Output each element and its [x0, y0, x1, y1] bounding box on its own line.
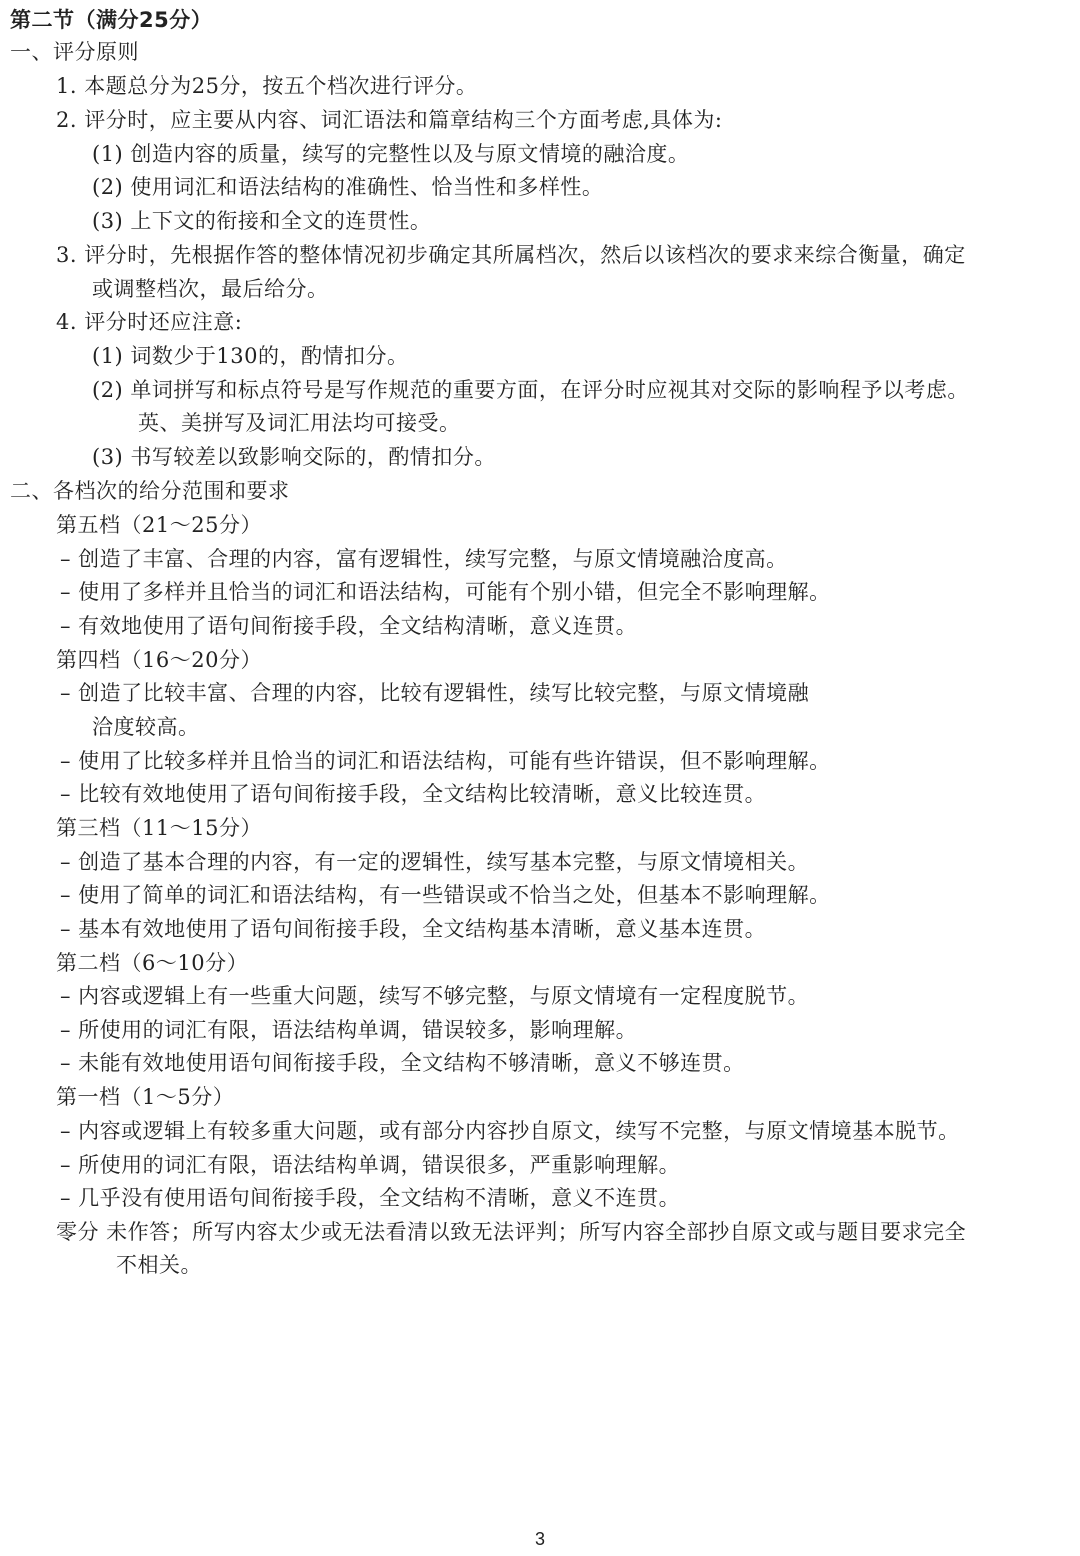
principle-2-sub-3: (3) 上下文的衔接和全文的连贯性。 — [92, 209, 432, 233]
band-1-item: – 内容或逻辑上有较多重大问题，或有部分内容抄自原文，续写不完整，与原文情境基本脱节。 — [60, 1119, 960, 1143]
band-5-item: – 使用了多样并且恰当的词汇和语法结构，可能有个别小错，但完全不影响理解。 — [60, 580, 831, 604]
zero-score: 零分 未作答；所写内容太少或无法看清以致无法评判；所写内容全部抄自原文或与题目要求完全 — [56, 1220, 967, 1244]
heading-scoring-principles: 一、评分原则 — [10, 40, 139, 64]
band-4-item: – 创造了比较丰富、合理的内容，比较有逻辑性，续写比较完整，与原文情境融 — [60, 681, 810, 705]
principle-4-sub-2: (2) 单词拼写和标点符号是写作规范的重要方面，在评分时应视其对交际的影响程予以考虑。 — [92, 378, 969, 402]
band-3-item: – 基本有效地使用了语句间衔接手段，全文结构基本清晰，意义基本连贯。 — [60, 917, 767, 941]
principle-1: 1. 本题总分为25分，按五个档次进行评分。 — [56, 74, 478, 98]
principle-2-sub-2: (2) 使用词汇和语法结构的准确性、恰当性和多样性。 — [92, 175, 604, 199]
page-number: 3 — [534, 1529, 545, 1549]
band-5-item: – 创造了丰富、合理的内容，富有逻辑性，续写完整，与原文情境融洽度高。 — [60, 547, 788, 571]
band-3-item: – 创造了基本合理的内容，有一定的逻辑性，续写基本完整，与原文情境相关。 — [60, 850, 810, 874]
band-1-heading: 第一档（1～5分） — [56, 1085, 235, 1109]
band-2-item: – 未能有效地使用语句间衔接手段，全文结构不够清晰，意义不够连贯。 — [60, 1051, 745, 1075]
section-title: 第二节（满分25分） — [10, 8, 213, 32]
band-3-item: – 使用了简单的词汇和语法结构，有一些错误或不恰当之处，但基本不影响理解。 — [60, 883, 831, 907]
principle-3: 3. 评分时，先根据作答的整体情况初步确定其所属档次，然后以该档次的要求来综合衡量，确定 — [56, 243, 966, 267]
principle-4-sub-3: (3) 书写较差以致影响交际的，酌情扣分。 — [92, 445, 496, 469]
band-4-heading: 第四档（16～20分） — [56, 648, 262, 672]
band-5-heading: 第五档（21～25分） — [56, 513, 262, 537]
heading-bands: 二、各档次的给分范围和要求 — [10, 479, 290, 503]
principle-4-sub-1: (1) 词数少于130的，酌情扣分。 — [92, 344, 409, 368]
principle-2: 2. 评分时，应主要从内容、词汇语法和篇章结构三个方面考虑,具体为: — [56, 108, 723, 132]
principle-3-cont: 或调整档次，最后给分。 — [92, 277, 329, 301]
band-4-item-cont: 洽度较高。 — [92, 715, 200, 739]
band-2-heading: 第二档（6～10分） — [56, 951, 249, 975]
band-1-item: – 几乎没有使用语句间衔接手段，全文结构不清晰，意义不连贯。 — [60, 1186, 681, 1210]
band-5-item: – 有效地使用了语句间衔接手段，全文结构清晰，意义连贯。 — [60, 614, 638, 638]
band-4-item: – 比较有效地使用了语句间衔接手段，全文结构比较清晰，意义比较连贯。 — [60, 782, 767, 806]
principle-2-sub-1: (1) 创造内容的质量，续写的完整性以及与原文情境的融洽度。 — [92, 142, 690, 166]
band-4-item: – 使用了比较多样并且恰当的词汇和语法结构，可能有些许错误，但不影响理解。 — [60, 749, 831, 773]
band-2-item: – 内容或逻辑上有一些重大问题，续写不够完整，与原文情境有一定程度脱节。 — [60, 984, 810, 1008]
zero-score-cont: 不相关。 — [116, 1253, 202, 1277]
band-3-heading: 第三档（11～15分） — [56, 816, 262, 840]
principle-4: 4. 评分时还应注意: — [56, 310, 243, 334]
principle-4-sub-2-cont: 英、美拼写及词汇用法均可接受。 — [138, 411, 461, 435]
band-1-item: – 所使用的词汇有限，语法结构单调，错误很多，严重影响理解。 — [60, 1153, 681, 1177]
band-2-item: – 所使用的词汇有限，语法结构单调，错误较多，影响理解。 — [60, 1018, 638, 1042]
